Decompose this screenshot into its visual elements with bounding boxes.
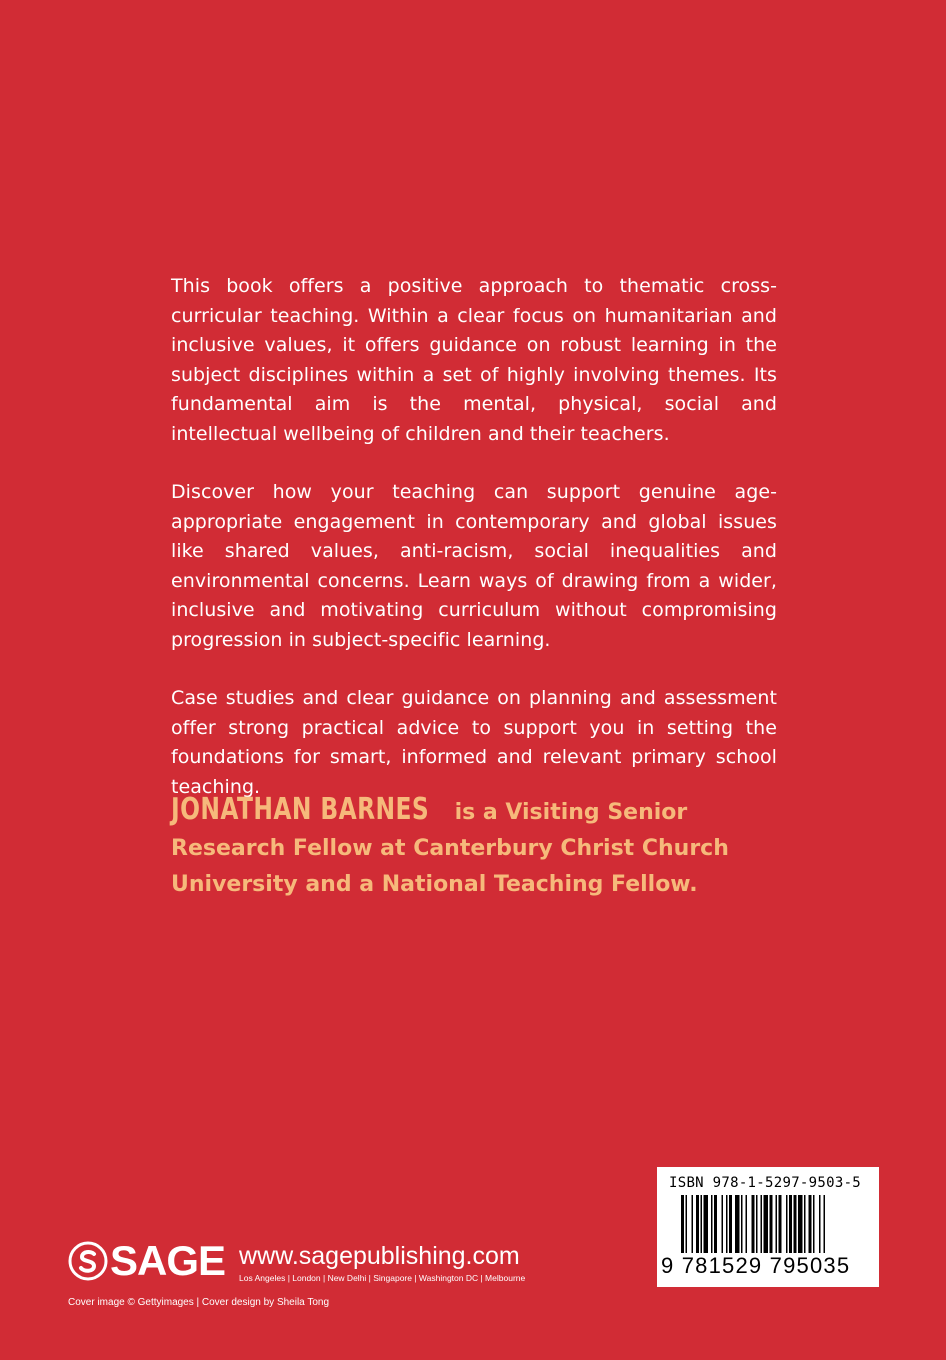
barcode-bar	[681, 1195, 684, 1253]
barcode-bar	[704, 1195, 709, 1253]
barcode-bar	[711, 1195, 713, 1253]
barcode-bar	[794, 1195, 797, 1253]
barcode-bar	[692, 1195, 694, 1253]
barcode-bar	[779, 1195, 782, 1253]
publisher-cities: Los Angeles | London | New Delhi | Singapore | Washington DC | Melbourne	[239, 1273, 526, 1283]
publisher-block	[68, 1238, 525, 1284]
isbn-label: ISBN 978-1-5297-9503-5	[669, 1175, 862, 1191]
barcode	[681, 1195, 865, 1253]
barcode-bar	[729, 1195, 732, 1253]
cover-credits: Cover image © Gettyimages | Cover design by Sheila Tong	[68, 1297, 330, 1308]
blurb-paragraph: Discover how your teaching can support genuine age-appropriate engagement in contemporary and global issues like shared values, anti-racism, social inequalities and environmental concerns. Learn ways of drawing from a wider, inclusive and motivating curriculum without compromising progression in subject-specific learning.	[171, 481, 777, 651]
sage-logo-text: SAGE	[110, 1237, 226, 1284]
back-cover-blurb	[171, 272, 777, 831]
barcode-bar	[798, 1195, 803, 1253]
barcode-bar	[813, 1195, 815, 1253]
barcode-bar	[789, 1195, 792, 1253]
barcode-bar	[786, 1195, 788, 1253]
barcode-bar	[722, 1195, 724, 1253]
barcode-bar	[726, 1195, 728, 1253]
author-bio-text: is a Visiting Senior Research Fellow at Canterbury Christ Church University and a National Teaching Fellow.	[171, 800, 729, 897]
barcode-bar	[701, 1195, 703, 1253]
barcode-bar	[714, 1195, 717, 1253]
barcode-bar	[756, 1195, 758, 1253]
barcode-bar	[776, 1195, 778, 1253]
barcode-bar	[696, 1195, 699, 1253]
isbn-barcode-box	[657, 1167, 879, 1287]
publisher-url: www.sagepublishing.com	[239, 1242, 520, 1270]
author-bio	[171, 792, 771, 903]
barcode-bar	[752, 1195, 755, 1253]
barcode-bar	[746, 1195, 748, 1253]
barcode-bar	[741, 1195, 743, 1253]
barcode-bar	[770, 1195, 773, 1253]
blurb-paragraph: This book offers a positive approach to thematic cross-curricular teaching. Within a clear focus on humanitarian and inclusive values, it offers guidance on robust learning in the subject disciplines within a set of highly involving themes. Its fundamental aim is the mental, physical, social and intellectual wellbeing of children and their teachers.	[171, 275, 777, 445]
barcode-bar	[735, 1195, 740, 1253]
barcode-bar	[764, 1195, 769, 1253]
author-name: JONATHAN BARNES	[171, 792, 430, 827]
barcode-bar	[804, 1195, 806, 1253]
barcode-bar	[819, 1195, 821, 1253]
barcode-digits: 9 781529 795035	[661, 1253, 851, 1278]
blurb-paragraph: Case studies and clear guidance on planning and assessment offer strong practical advice to support you in setting the foundations for smart, informed and relevant primary school teaching.	[171, 687, 777, 798]
barcode-bar	[809, 1195, 812, 1253]
barcode-bar	[686, 1195, 688, 1253]
barcode-bar	[824, 1195, 826, 1253]
sage-emblem-icon	[68, 1241, 108, 1281]
sage-logo	[68, 1238, 225, 1284]
barcode-bar	[761, 1195, 763, 1253]
